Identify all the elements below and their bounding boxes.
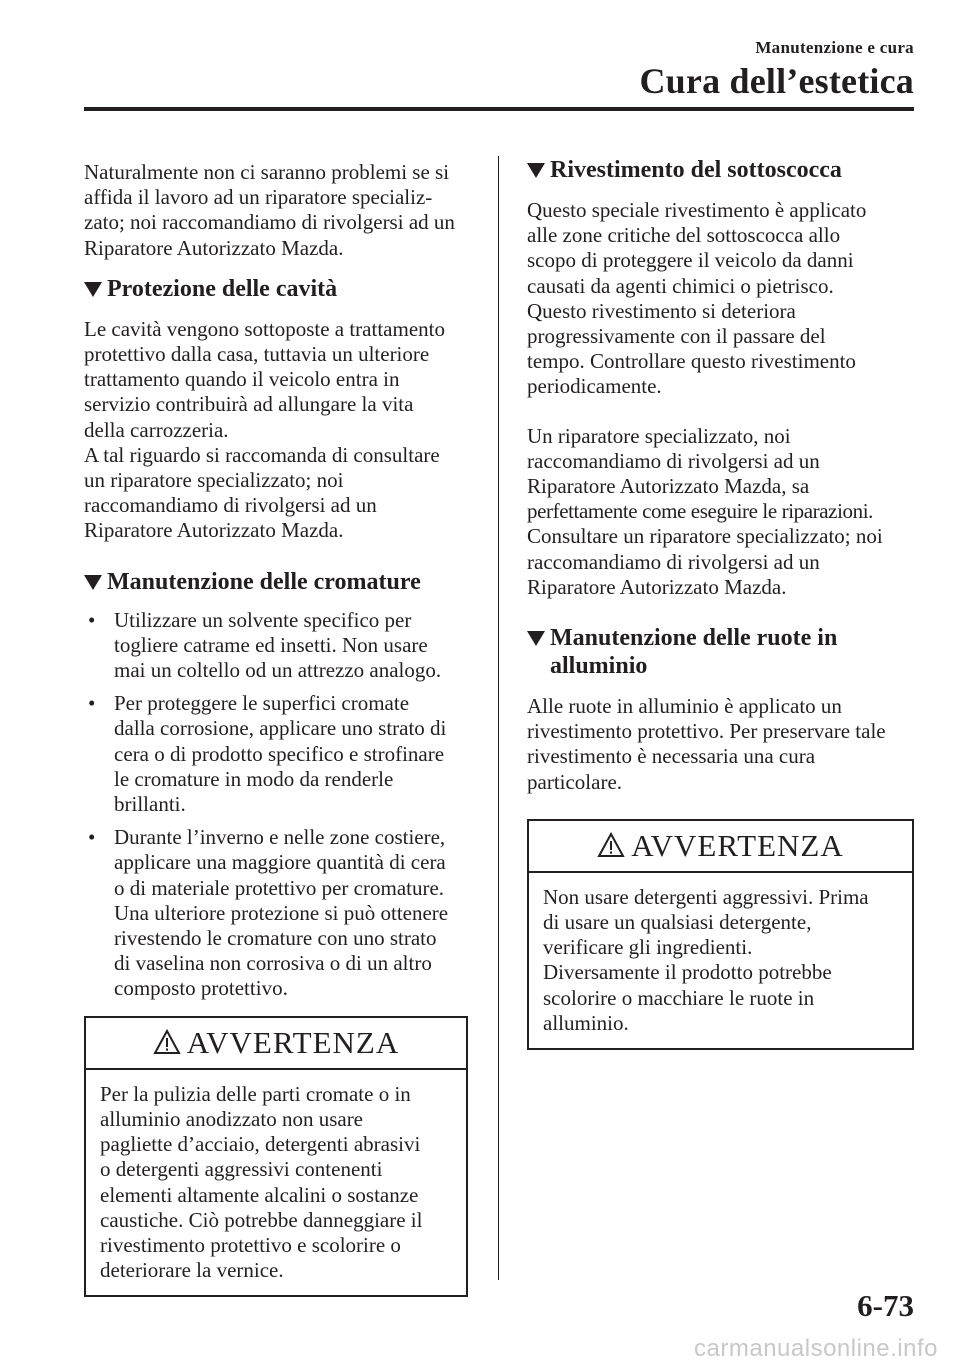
text-line: Diversamente il prodotto potrebbe xyxy=(543,960,832,985)
section-heading-cavity xyxy=(84,275,468,303)
text-line: Riparatore Autorizzato Mazda. xyxy=(527,574,787,599)
text-line: Riparatore Autorizzato Mazda, sa xyxy=(527,474,810,499)
text-line: deteriorare la vernice. xyxy=(100,1258,284,1283)
text-line: o detergenti aggressivi contenenti xyxy=(100,1157,383,1182)
text-line: raccomandiamo di rivolgersi ad un xyxy=(84,493,377,518)
text-line: servizio contribuirà ad allungare la vita xyxy=(84,392,414,417)
text-line: Per proteggere le superfici cromate xyxy=(114,691,410,716)
text-line: trattamento quando il veicolo entra in xyxy=(84,367,400,392)
text-line: progressivamente con il passare del xyxy=(527,324,826,349)
underbody-paragraph-2 xyxy=(527,424,914,600)
watermark-link[interactable]: carmanualsonline.info xyxy=(694,1335,938,1362)
text-line: periodicamente. xyxy=(527,374,662,399)
text-line: Durante l’inverno e nelle zone costiere, xyxy=(114,825,446,850)
text-line: Consultare un riparatore specializzato; noi xyxy=(527,524,883,549)
warning-title: AVVERTENZA xyxy=(631,827,844,863)
text-line: pagliette d’acciaio, detergenti abrasivi xyxy=(100,1132,421,1157)
text-line: particolare. xyxy=(527,769,623,794)
text-line: caustiche. Ciò potrebbe danneggiare il xyxy=(100,1207,423,1232)
text-line: brillanti. xyxy=(114,792,186,817)
text-line: rivestimento protettivo e scolorire o xyxy=(100,1232,401,1257)
text-line: Questo rivestimento si deteriora xyxy=(527,298,796,323)
bullet-dot: • xyxy=(88,607,96,632)
text-line: Le cavità vengono sottoposte a trattamento xyxy=(84,316,445,341)
text-line: perfettamente come eseguire le riparazioni. xyxy=(527,499,874,524)
triangle-down-icon xyxy=(527,163,545,178)
text-line: scolorire o macchiare le ruote in xyxy=(543,985,815,1010)
bullet-dot: • xyxy=(88,691,96,716)
cavity-paragraph xyxy=(84,317,468,544)
text-line: cera o di prodotto specifico e strofinare xyxy=(114,741,445,766)
text-line: mai un coltello od un attrezzo analogo. xyxy=(114,658,442,683)
triangle-down-icon xyxy=(84,282,102,297)
bullet-dot: • xyxy=(88,825,96,850)
text-line: A tal riguardo si raccomanda di consultare xyxy=(84,442,440,467)
warning-triangle-icon xyxy=(153,1029,181,1055)
underbody-paragraph-1 xyxy=(527,198,914,400)
text-line: causati da agenti chimici o pietrisco. xyxy=(527,273,834,298)
warning-box-chrome xyxy=(84,1016,468,1298)
text-line: raccomandiamo di rivolgersi ad un xyxy=(527,549,820,574)
text-line: rivestimento protettivo. Per preservare tale xyxy=(527,719,886,744)
triangle-down-icon xyxy=(527,631,545,646)
heading-line: Manutenzione delle ruote in xyxy=(550,625,838,652)
text-line: alle zone critiche del sottoscocca allo xyxy=(527,223,841,248)
text-line: tempo. Controllare questo rivestimento xyxy=(527,349,856,374)
list-item xyxy=(84,825,468,1001)
text-line: le cromature in modo da renderle xyxy=(114,766,394,791)
section-heading-wheels xyxy=(527,624,914,680)
section-heading-underbody xyxy=(527,156,914,184)
warning-body xyxy=(529,873,912,1048)
text-line: Utilizzare un solvente specifico per xyxy=(114,607,412,632)
text-line: un riparatore specializzato; noi xyxy=(84,468,344,493)
text-line: protettivo dalla casa, tuttavia un ulteriore xyxy=(84,342,430,367)
text-line: rivestendo le cromature con uno strato xyxy=(114,926,437,951)
header-rule xyxy=(84,107,914,111)
warning-triangle-icon xyxy=(597,832,625,858)
warning-header xyxy=(529,821,912,873)
text-line: dalla corrosione, applicare uno strato di xyxy=(114,716,447,741)
section-heading-text xyxy=(550,624,837,680)
triangle-down-icon xyxy=(84,575,102,590)
column-divider xyxy=(498,156,499,1280)
list-item xyxy=(84,608,468,684)
text-line: raccomandiamo di rivolgersi ad un xyxy=(527,448,820,473)
text-line: zato; noi raccomandiamo di rivolgersi ad un xyxy=(84,210,455,235)
wheels-paragraph xyxy=(527,694,914,795)
text-line: Questo speciale rivestimento è applicato xyxy=(527,198,867,222)
section-heading-text: Manutenzione delle cromature xyxy=(107,568,421,595)
text-line: Riparatore Autorizzato Mazda. xyxy=(84,518,344,543)
page-title: Cura dell’estetica xyxy=(639,61,914,101)
text-line: Una ulteriore protezione si può ottenere xyxy=(114,900,449,925)
text-line: rivestimento è necessaria una cura xyxy=(527,744,816,769)
text-line: alluminio anodizzato non usare xyxy=(100,1106,364,1131)
header-section-label: Manutenzione e cura xyxy=(755,38,914,57)
text-line: di usare un qualsiasi detergente, xyxy=(543,910,812,935)
heading-line: alluminio xyxy=(550,653,648,680)
text-line: Non usare detergenti aggressivi. Prima xyxy=(543,884,869,909)
warning-body xyxy=(86,1070,466,1296)
text-line: di vaselina non corrosiva o di un altro xyxy=(114,951,432,976)
text-line: composto protettivo. xyxy=(114,976,288,1001)
chrome-bullet-list xyxy=(84,608,468,1002)
text-line: elementi altamente alcalini o sostanze xyxy=(100,1182,419,1207)
text-line: Alle ruote in alluminio è applicato un xyxy=(527,694,842,719)
text-line: o di materiale protettivo per cromature. xyxy=(114,875,445,900)
text-line: togliere catrame ed insetti. Non usare xyxy=(114,632,428,657)
warning-header xyxy=(86,1018,466,1070)
page-number: 6-73 xyxy=(857,1288,914,1323)
section-heading-chrome xyxy=(84,568,468,596)
warning-title: AVVERTENZA xyxy=(186,1024,400,1060)
text-line: della carrozzeria. xyxy=(84,417,229,442)
text-line: scopo di proteggere il veicolo da danni xyxy=(527,248,854,273)
text-line: Per la pulizia delle parti cromate o in xyxy=(100,1081,411,1106)
right-column xyxy=(527,150,914,1050)
section-heading-text: Rivestimento del sottoscocca xyxy=(550,157,842,183)
list-item xyxy=(84,691,468,817)
text-line: verificare gli ingredienti. xyxy=(543,935,753,960)
left-column xyxy=(84,150,468,1297)
text-line: affida il lavoro ad un riparatore specializ- xyxy=(84,185,433,210)
text-line: Un riparatore specializzato, noi xyxy=(527,423,791,448)
text-line: alluminio. xyxy=(543,1010,629,1035)
warning-box-wheels xyxy=(527,819,914,1050)
section-heading-text: Protezione delle cavità xyxy=(107,275,338,302)
text-line: Naturalmente non ci saranno problemi se si xyxy=(84,160,450,184)
text-line: applicare una maggiore quantità di cera xyxy=(114,850,446,875)
intro-paragraph xyxy=(84,160,468,261)
text-line: Riparatore Autorizzato Mazda. xyxy=(84,235,344,260)
